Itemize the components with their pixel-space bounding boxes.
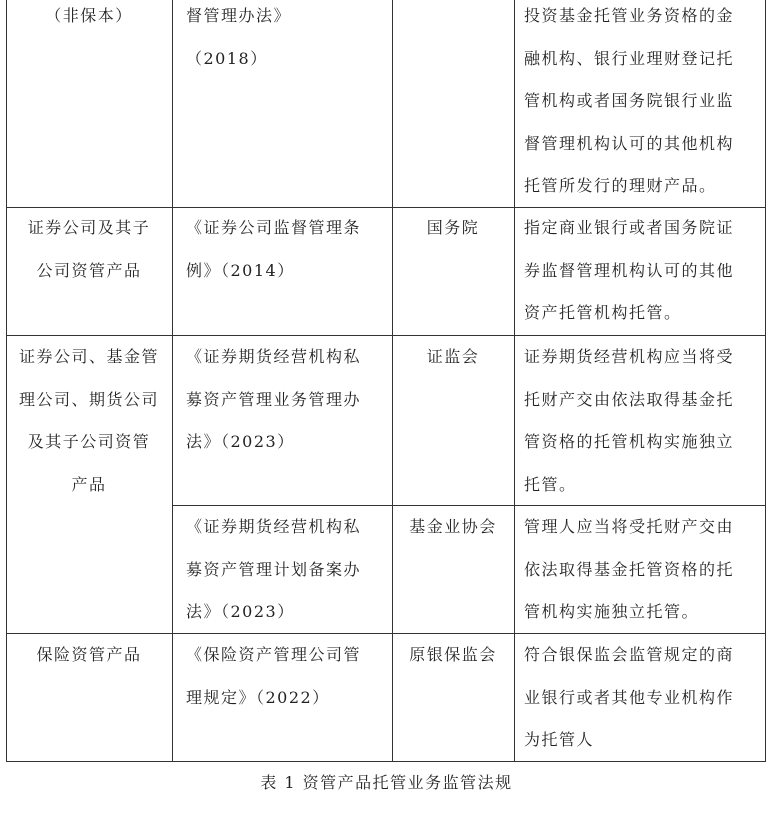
law-cell [186,0,386,80]
law-line: 《证券期货经营机构私 [186,517,362,536]
law-line: 募资产管理计划备案办 [186,559,362,579]
table-row [6,0,172,38]
law-line: 《证券期货经营机构私 [186,347,362,366]
requirement-line: 融机构、银行业理财登记托 [524,48,735,68]
category-line: 保险资管产品 [36,645,142,664]
requirement-line: 托管。 [524,474,577,494]
law-cell [186,634,386,719]
category-line: 证券公司、基金管 [18,347,159,366]
requirement-line: 券监督管理机构认可的其他 [524,260,735,280]
category-line: 产品 [71,474,107,494]
requirement-line: 符合银保监会监管规定的商 [524,645,735,664]
regulator-line: 国务院 [426,218,480,237]
requirement-line: 依法取得基金托管资格的托 [524,559,735,579]
law-line: 法》（2023） [186,602,295,621]
requirement-line: 管理人应当将受托财产交由 [524,517,735,536]
category-cell: （非保本） [45,6,133,25]
category-line: 公司资管产品 [36,260,142,280]
requirement-line: 督管理机构认可的其他机构 [524,133,735,153]
law-line: 《证券公司监督管理条 [186,218,362,237]
regulator-cell [392,207,514,250]
requirement-line: 为托管人 [524,730,595,749]
requirement-line: 资产托管机构托管。 [524,303,682,322]
regulator-line: 原银保监会 [409,645,497,664]
law-line: 《保险资产管理公司管 [186,645,362,664]
requirement-cell [524,506,760,634]
requirement-line: 管机构或者国务院银行业监 [524,91,735,110]
law-line: 例》（2014） [186,260,295,280]
requirement-line: 证券期货经营机构应当将受 [524,347,735,366]
table-border-right [765,0,766,762]
requirement-line: 投资基金托管业务资格的金 [524,6,735,25]
category-line: 及其子公司资管 [27,432,151,451]
law-line: 理规定》（2022） [186,687,330,707]
regulator-line: 证监会 [426,347,480,366]
category-cell [6,207,172,292]
table-caption: 表 1 资管产品托管业务监管法规 [260,773,513,792]
category-cell [6,336,172,506]
column-divider [172,0,173,762]
requirement-cell [524,0,760,208]
requirement-line: 业银行或者其他专业机构作 [524,687,735,707]
requirement-line: 托管所发行的理财产品。 [524,176,717,195]
requirement-line: 指定商业银行或者国务院证 [524,218,735,237]
requirement-cell [524,207,760,335]
column-divider [514,0,515,762]
regulator-cell [392,336,514,379]
law-line: 法》（2023） [186,432,295,451]
requirement-cell [524,336,760,506]
category-cell [6,634,172,677]
requirement-line: 托财产交由依法取得基金托 [524,389,735,409]
law-cell [186,506,386,634]
regulator-line: 基金业协会 [409,517,497,536]
regulator-cell [392,634,514,677]
requirement-cell [524,634,760,762]
law-line: （2018） [186,48,268,68]
law-cell [186,207,386,292]
law-line: 督管理办法》 [186,6,292,25]
law-line: 募资产管理业务管理办 [186,389,362,409]
category-line: 证券公司及其子 [27,218,151,237]
regulation-table [6,0,766,762]
requirement-line: 管机构实施独立托管。 [524,602,700,621]
regulator-cell [392,506,514,549]
category-line: 理公司、期货公司 [18,389,159,409]
requirement-line: 管资格的托管机构实施独立 [524,432,735,451]
law-cell [186,336,386,464]
